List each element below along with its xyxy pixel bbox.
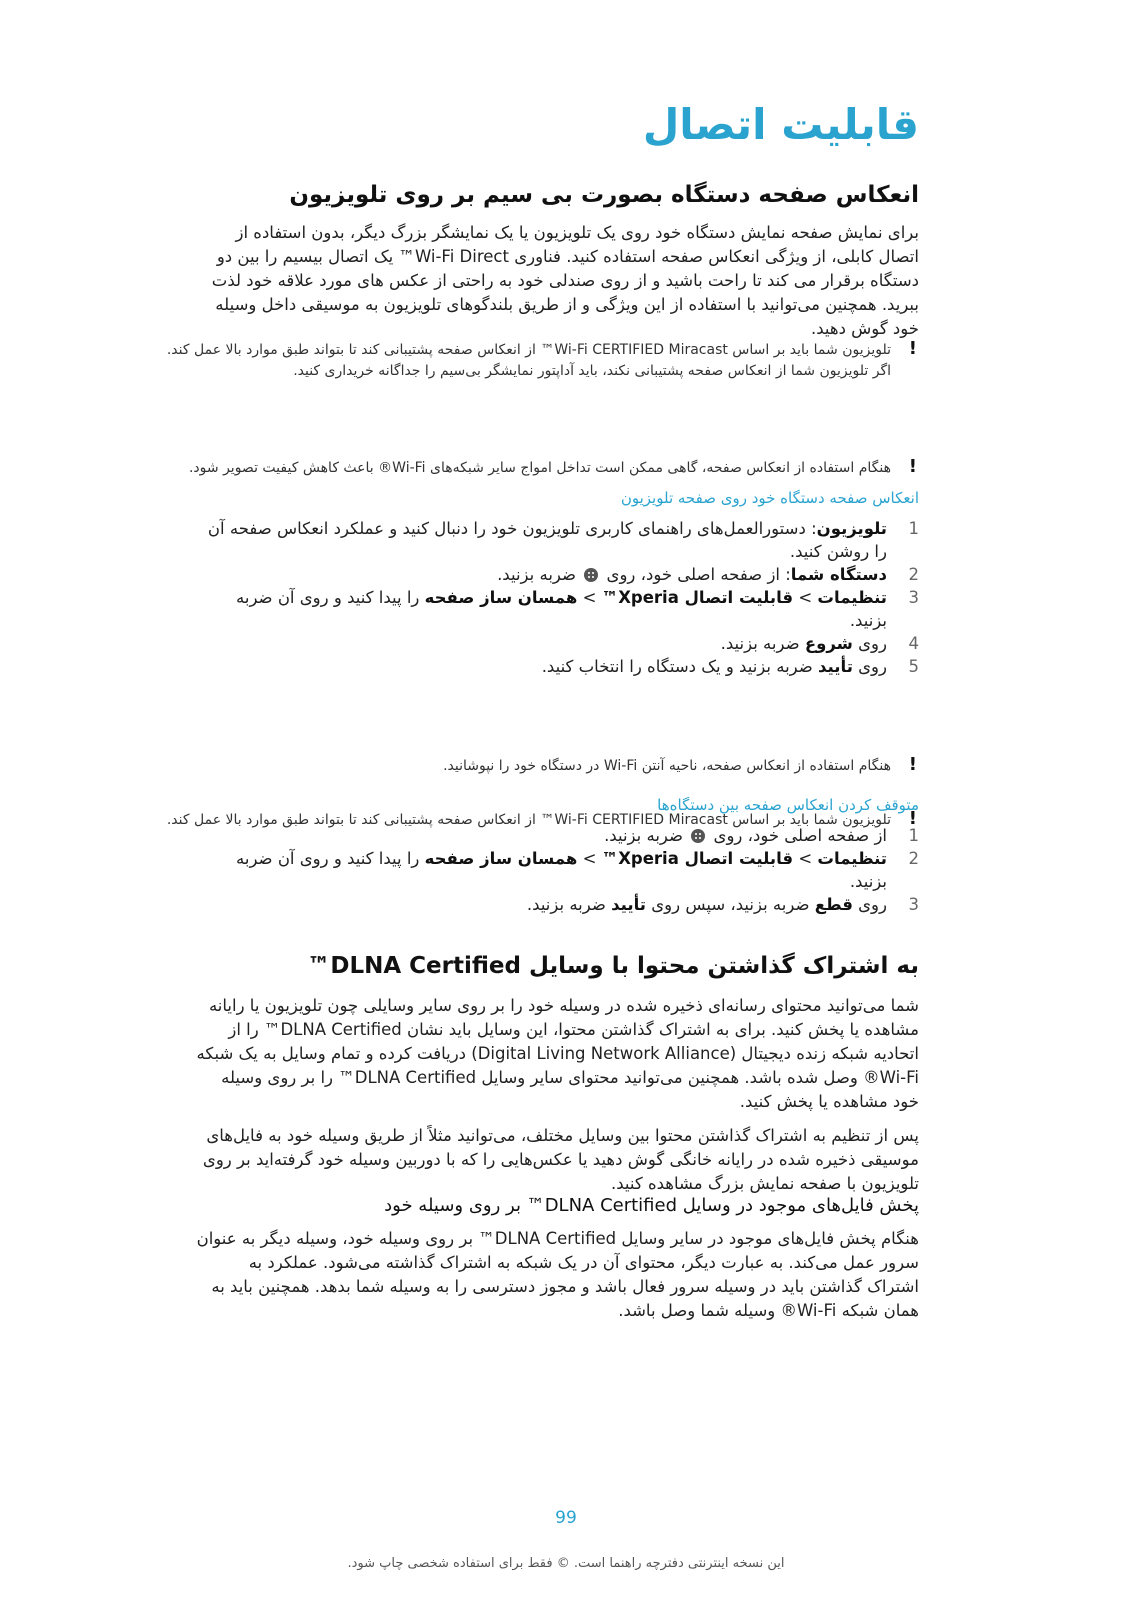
exclamation-icon: ! xyxy=(908,753,917,775)
step-bold: شروع xyxy=(804,634,853,653)
section-dlna-sharing xyxy=(194,952,919,1196)
step-item xyxy=(194,632,919,655)
app-grid-icon xyxy=(584,568,598,582)
step-text: ضربه بزنید. xyxy=(526,895,612,914)
step-text: از صفحه اصلی خود، روی xyxy=(713,826,887,845)
step-bold: قابلیت اتصال Xperia™ xyxy=(601,849,794,868)
step-item xyxy=(194,655,919,678)
separator: > xyxy=(793,588,818,607)
step-text: : از صفحه اصلی خود، روی xyxy=(606,565,791,584)
step-bold: تأیید xyxy=(818,657,853,676)
section-screen-mirroring xyxy=(194,181,919,341)
step-item xyxy=(194,847,919,893)
step-text: ضربه بزنید. xyxy=(497,565,577,584)
separator: > xyxy=(577,588,602,607)
step-bold: تأیید xyxy=(611,895,646,914)
section-heading: انعکاس صفحه دستگاه بصورت بی سیم بر روی تلویزیون xyxy=(289,182,919,208)
note-interference xyxy=(166,458,919,479)
step-bold: تنظیمات xyxy=(817,588,887,607)
exclamation-icon: ! xyxy=(908,338,917,359)
step-item xyxy=(194,893,919,916)
step-bold: قطع xyxy=(814,895,853,914)
step-text: را پیدا کنید و روی آن ضربه بزنید. xyxy=(236,588,887,630)
step-number: 2 xyxy=(908,849,919,868)
subsection-play-dlna-files xyxy=(194,1194,919,1323)
step-bold: تلویزیون xyxy=(816,519,887,538)
step-text: روی xyxy=(852,634,887,653)
note-text: تلویزیون شما باید بر اساس Wi-Fi CERTIFIED Miracast™ از انعکاس صفحه پشتیبانی کند تا بتواند طبق موارد بالا عمل کند. اگر تلویزیون شما از انعکاس صفحه پشتیبانی نکند، باید آداپتور نمایشگر بی‌سیم را جداگانه خریداری کنید. xyxy=(166,342,891,379)
note-text: تلویزیون شما باید بر اساس Wi-Fi CERTIFIED Miracast™ از انعکاس صفحه پشتیبانی کند تا بتواند طبق موارد بالا عمل کند. xyxy=(166,812,891,828)
separator: > xyxy=(793,849,818,868)
step-text: ضربه بزنید. xyxy=(720,634,805,653)
app-grid-icon xyxy=(691,829,705,843)
section-paragraph: شما می‌توانید محتوای رسانه‌ای ذخیره شده در وسیله خود را بر روی سایر وسایلی چون تلویزیون یا رایانه مشاهده یا پخش کنید. برای به اشتراک گذاشتن محتوا، این وسایل باید نشان DLNA Certified™ را از اتحادیه شبکه زنده دیجیتال (Digital Living Network Alliance) دریافت کرده و تمام وسایل به یک شبکه Wi-Fi® وصل شده باشد. همچنین می‌توانید محتوای سایر وسایل DLNA Certified™ را بر روی وسیله خود مشاهده یا پخش کنید. xyxy=(196,995,919,1111)
section-paragraph: برای نمایش صفحه نمایش دستگاه خود روی یک تلویزیون یا یک نمایشگر بزرگ دیگر، بدون استفاده از اتصال کابلی، از ویژگی انعکاس صفحه استفاده کنید. فناوری Wi-Fi Direct™ یک اتصال بیسیم را بین دو دستگاه برقرار می کند تا راحت باشید و از روی صندلی خود به راحتی از عکس های مورد علاقه خود لذت ببرید. همچنین می‌توانید با استفاده از این ویژگی و از طریق بلندگوهای تلویزیون به موسیقی داخل وسیله خود گوش دهید. xyxy=(211,222,919,338)
step-bold: همسان ساز صفحه xyxy=(424,849,578,868)
step-text: ضربه بزنید و یک دستگاه را انتخاب کنید. xyxy=(541,657,819,676)
step-text: را پیدا کنید و روی آن ضربه بزنید. xyxy=(236,849,887,891)
step-text: : دستورالعمل‌های راهنمای کاربری تلویزیون خود را دنبال کنید و عملکرد انعکاس صفحه آن را روشن کنید. xyxy=(207,519,887,561)
section-heading: به اشتراک گذاشتن محتوا با وسایل DLNA Certified™ xyxy=(307,953,919,979)
step-text: ضربه بزنید. xyxy=(604,826,684,845)
step-bold: قابلیت اتصال Xperia™ xyxy=(601,588,794,607)
step-number: 1 xyxy=(908,826,919,845)
footer-note: این نسخه اینترنتی دفترچه راهنما است. © فقط برای استفاده شخصی چاپ شود. xyxy=(347,1556,785,1571)
step-text: ضربه بزنید، سپس روی xyxy=(646,895,815,914)
step-number: 3 xyxy=(908,895,919,914)
note-miracast xyxy=(166,340,919,381)
note-text: هنگام استفاده از انعکاس صفحه، ناحیه آنتن Wi-Fi در دستگاه خود را نپوشانید. xyxy=(443,757,891,774)
note-antenna xyxy=(166,753,919,777)
section-paragraph: پس از تنظیم به اشتراک گذاشتن محتوا بین وسایل مختلف، می‌توانید مثلاً از طریق وسیله خود به فایل‌های موسیقی ذخیره شده در رایانه خانگی گوش دهید یا عکس‌هایی را که با دوربین وسیله خود گرفته‌اید بر روی تلویزیون با صفحه نمایش بزرگ مشاهده کنید. xyxy=(202,1125,919,1193)
subsection-stop-mirroring xyxy=(194,795,919,916)
step-bold: همسان ساز صفحه xyxy=(424,588,578,607)
step-item xyxy=(194,824,919,847)
step-number: 1 xyxy=(908,519,919,538)
step-item xyxy=(194,563,919,586)
subsection-mirror-to-tv xyxy=(194,488,919,678)
step-item xyxy=(194,517,919,563)
page-title: قابلیت اتصال xyxy=(642,100,919,149)
step-item xyxy=(194,586,919,632)
note-text: هنگام استفاده از انعکاس صفحه، گاهی ممکن است تداخل امواج سایر شبکه‌های Wi-Fi® باعث کاهش کیفیت تصویر شود. xyxy=(188,460,891,476)
exclamation-icon: ! xyxy=(908,456,917,477)
step-list xyxy=(194,824,919,916)
separator: > xyxy=(577,849,602,868)
subsection-heading: پخش فایل‌های موجود در وسایل DLNA Certified™ بر روی وسیله خود xyxy=(384,1195,919,1216)
section-paragraph: هنگام پخش فایل‌های موجود در سایر وسایل DLNA Certified™ بر روی وسیله خود، وسیله دیگر به عنوان سرور عمل می‌کند. به عبارت دیگر، محتوای آن در یک شبکه به اشتراک گذاشته می‌شود. عملکرد به اشتراک گذاشتن باید در وسیله سرور فعال باشد و مجوز دسترسی را به وسیله شما بدهد. همچنین باید به همان شبکه Wi-Fi® وسیله شما وصل باشد. xyxy=(196,1229,919,1321)
step-number: 5 xyxy=(908,657,919,676)
step-number: 3 xyxy=(908,588,919,607)
step-text: روی xyxy=(852,895,887,914)
step-bold: تنظیمات xyxy=(817,849,887,868)
step-bold: دستگاه شما xyxy=(790,565,887,584)
step-text: روی xyxy=(852,657,887,676)
page-number: 99 xyxy=(555,1508,577,1528)
step-number: 2 xyxy=(908,565,919,584)
subsection-heading: متوقف کردن انعکاس صفحه بین دستگاه‌ها xyxy=(657,796,919,814)
step-number: 4 xyxy=(908,634,919,653)
exclamation-icon: ! xyxy=(908,808,917,829)
step-list xyxy=(194,517,919,678)
subsection-heading: انعکاس صفحه دستگاه خود روی صفحه تلویزیون xyxy=(620,489,919,507)
